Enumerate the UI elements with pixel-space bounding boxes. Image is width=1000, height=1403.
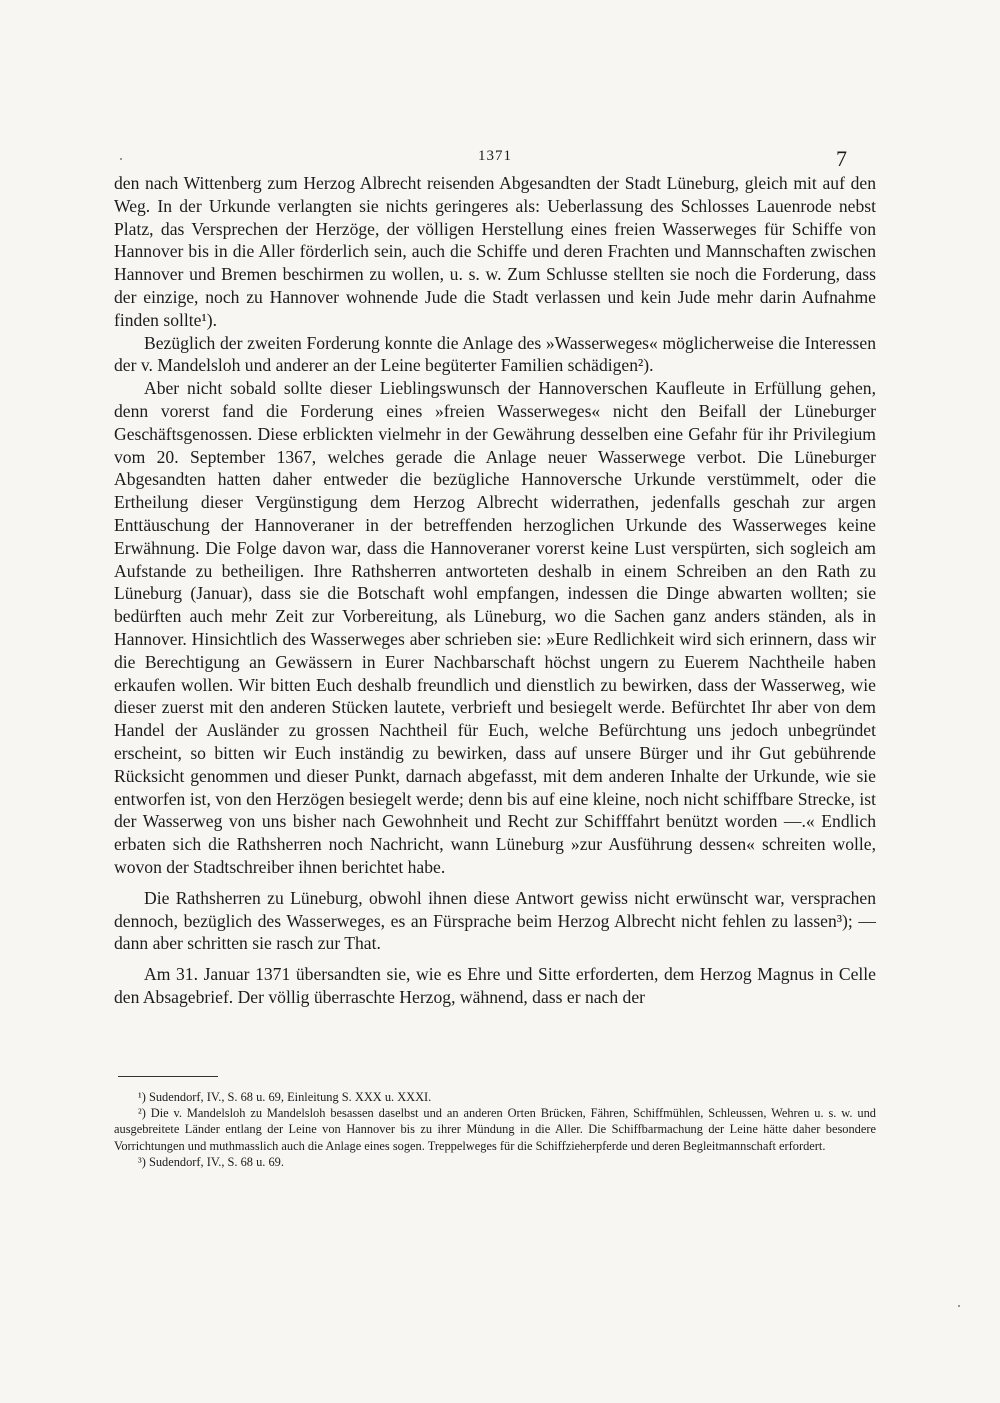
footnote-3: ³) Sudendorf, IV., S. 68 u. 69. [138,1154,284,1169]
main-text [114,172,876,1009]
paragraph-lueneburg-councillors: Die Rathsherren zu Lüneburg, obwohl ihnen diese Antwort gewiss nicht erwünscht war, versprachen dennoch, bezüglich des Wasserweges, es an Fürsprache beim Herzog Albrecht nicht fehlen zu lassen³); — dann aber schritten sie rasch zur That. [114,887,876,954]
footnote-divider [118,1076,218,1077]
paragraph-declaration-of-feud: Am 31. Januar 1371 übersandten sie, wie es Ehre und Sitte erforderten, dem Herzog Magnus in Celle den Absagebrief. Der völlig überraschte Herzog, wähnend, dass er nach der [114,964,876,1007]
paragraph-second-demand: Bezüglich der zweiten Forderung konnte die Anlage des »Wasserweges« möglicherweise die Interessen der v. Mandelsloh und anderer an der Leine begüterter Familien schädigen²). [114,332,876,376]
paragraph-continuation: den nach Wittenberg zum Herzog Albrecht reisenden Abgesandten der Stadt Lüneburg, gleich mit auf den Weg. In der Urkunde verlangten sie nichts geringeres als: Ueberlassung des Schlosses Lauenrode nebst Platz, das Versprechen der Herzöge, der völligen Herstellung eines freien Wasserweges für Schiffe von Hannover bis in die Aller förderlich sein, auch die Schiffe und deren Frachten und Mannschaften zwischen Hannover und Bremen beschirmen zu wollen, u. s. w. Zum Schlusse stellten sie noch die Forderung, dass der einzige, noch zu Hannover wohnende Jude die Stadt verlassen und kein Jude mehr darin Aufnahme finden sollte¹). [114,173,876,330]
footnote-2: ²) Die v. Mandelsloh zu Mandelsloh besassen daselbst und an anderen Orten Brücken, Fähren, Schiffmühlen, Schleussen, Wehren u. s. w. und ausgebreitete Länder entlang der Leine von Hannover bis zu ihrer Mündung in die Aller. Die Schiffbarmachung der Leine hätte daher besondere Vorrichtungen und muthmasslich auch die Anlage eines sogen. Treppelweges für die Schiffzieherpferde und deren Begleitmannschaft erfordert. [114,1106,876,1153]
running-header-year: 1371 [478,148,512,164]
footnote-1: ¹) Sudendorf, IV., S. 68 u. 69, Einleitung S. XXX u. XXXI. [138,1090,432,1104]
page-number: 7 [836,146,847,171]
scan-speck [958,1305,960,1307]
footnotes [114,1089,876,1170]
scan-speck [120,158,122,160]
paragraph-hanover-response: Aber nicht sobald sollte dieser Lieblingswunsch der Hannoverschen Kaufleute in Erfüllung gehen, denn vorerst fand die Forderung eines »freien Wasserweges« nicht den Beifall der Lüneburger Geschäftsgenossen. Diese erblickten vielmehr in der Gewährung desselben eine Gefahr für ihr Privilegium vom 20. September 1367, welches gerade die Anlage neuer Wasserwege verbot. Die Lüneburger Abgesandten hatten daher entweder die bezügliche Hannoversche Urkunde verstümmelt, oder die Ertheilung dieser Vergünstigung dem Herzog Albrecht widerrathen, jedenfalls geschah zur argen Enttäuschung der Hannoveraner in der betreffenden herzoglichen Urkunde des Wasserweges keine Erwähnung. Die Folge davon war, dass die Hannoveraner vorerst keine Lust verspürten, sich sogleich am Aufstande zu betheiligen. Ihre Rathsherren antworteten deshalb in einem Schreiben an den Rath zu Lüneburg (Januar), dass sie die Botschaft wohl empfangen, indessen die Dinge abwarten wollten; sie bedürften auch mehr Zeit zur Vorbereitung, als Lüneburg, wo die Sachen ganz anders ständen, als in Hannover. Hinsichtlich des Wasserweges aber schrieben sie: »Eure Redlichkeit wird sich erinnern, dass wir die Berechtigung an Gewässern in Eurer Nachbarschaft höchst ungern zu Euerem Nachtheile haben erkaufen wollen. Wir bitten Euch deshalb freundlich und dienstlich zu bewirken, dass der Wasserweg, wie dieser zuerst mit den anderen Stücken lautete, verbrieft und besiegelt werde. Befürchtet Ihr aber von dem Handel der Ausländer zu grossen Nachtheil für Euch, welche Befürchtung uns jedoch unbegründet erscheint, so bitten wir Euch inständig zu bewirken, dass auf unsere Bürger und ihr Gut gebührende Rücksicht genommen und dieser Punkt, darnach abgefasst, mit dem anderen Inhalte der Urkunde, wie sie entworfen ist, von den Herzögen besiegelt werde; denn bis auf eine kleine, noch nicht schiffbare Strecke, ist der Wasserweg von uns bisher nach Gewohnheit und Recht zur Schifffahrt benützt worden —.« Endlich erbaten sich die Rathsherren noch Nachricht, wann Lüneburg »zur Ausführung dessen« schreiten wolle, wovon der Stadtschreiber ihnen berichtet habe. [114,378,876,877]
